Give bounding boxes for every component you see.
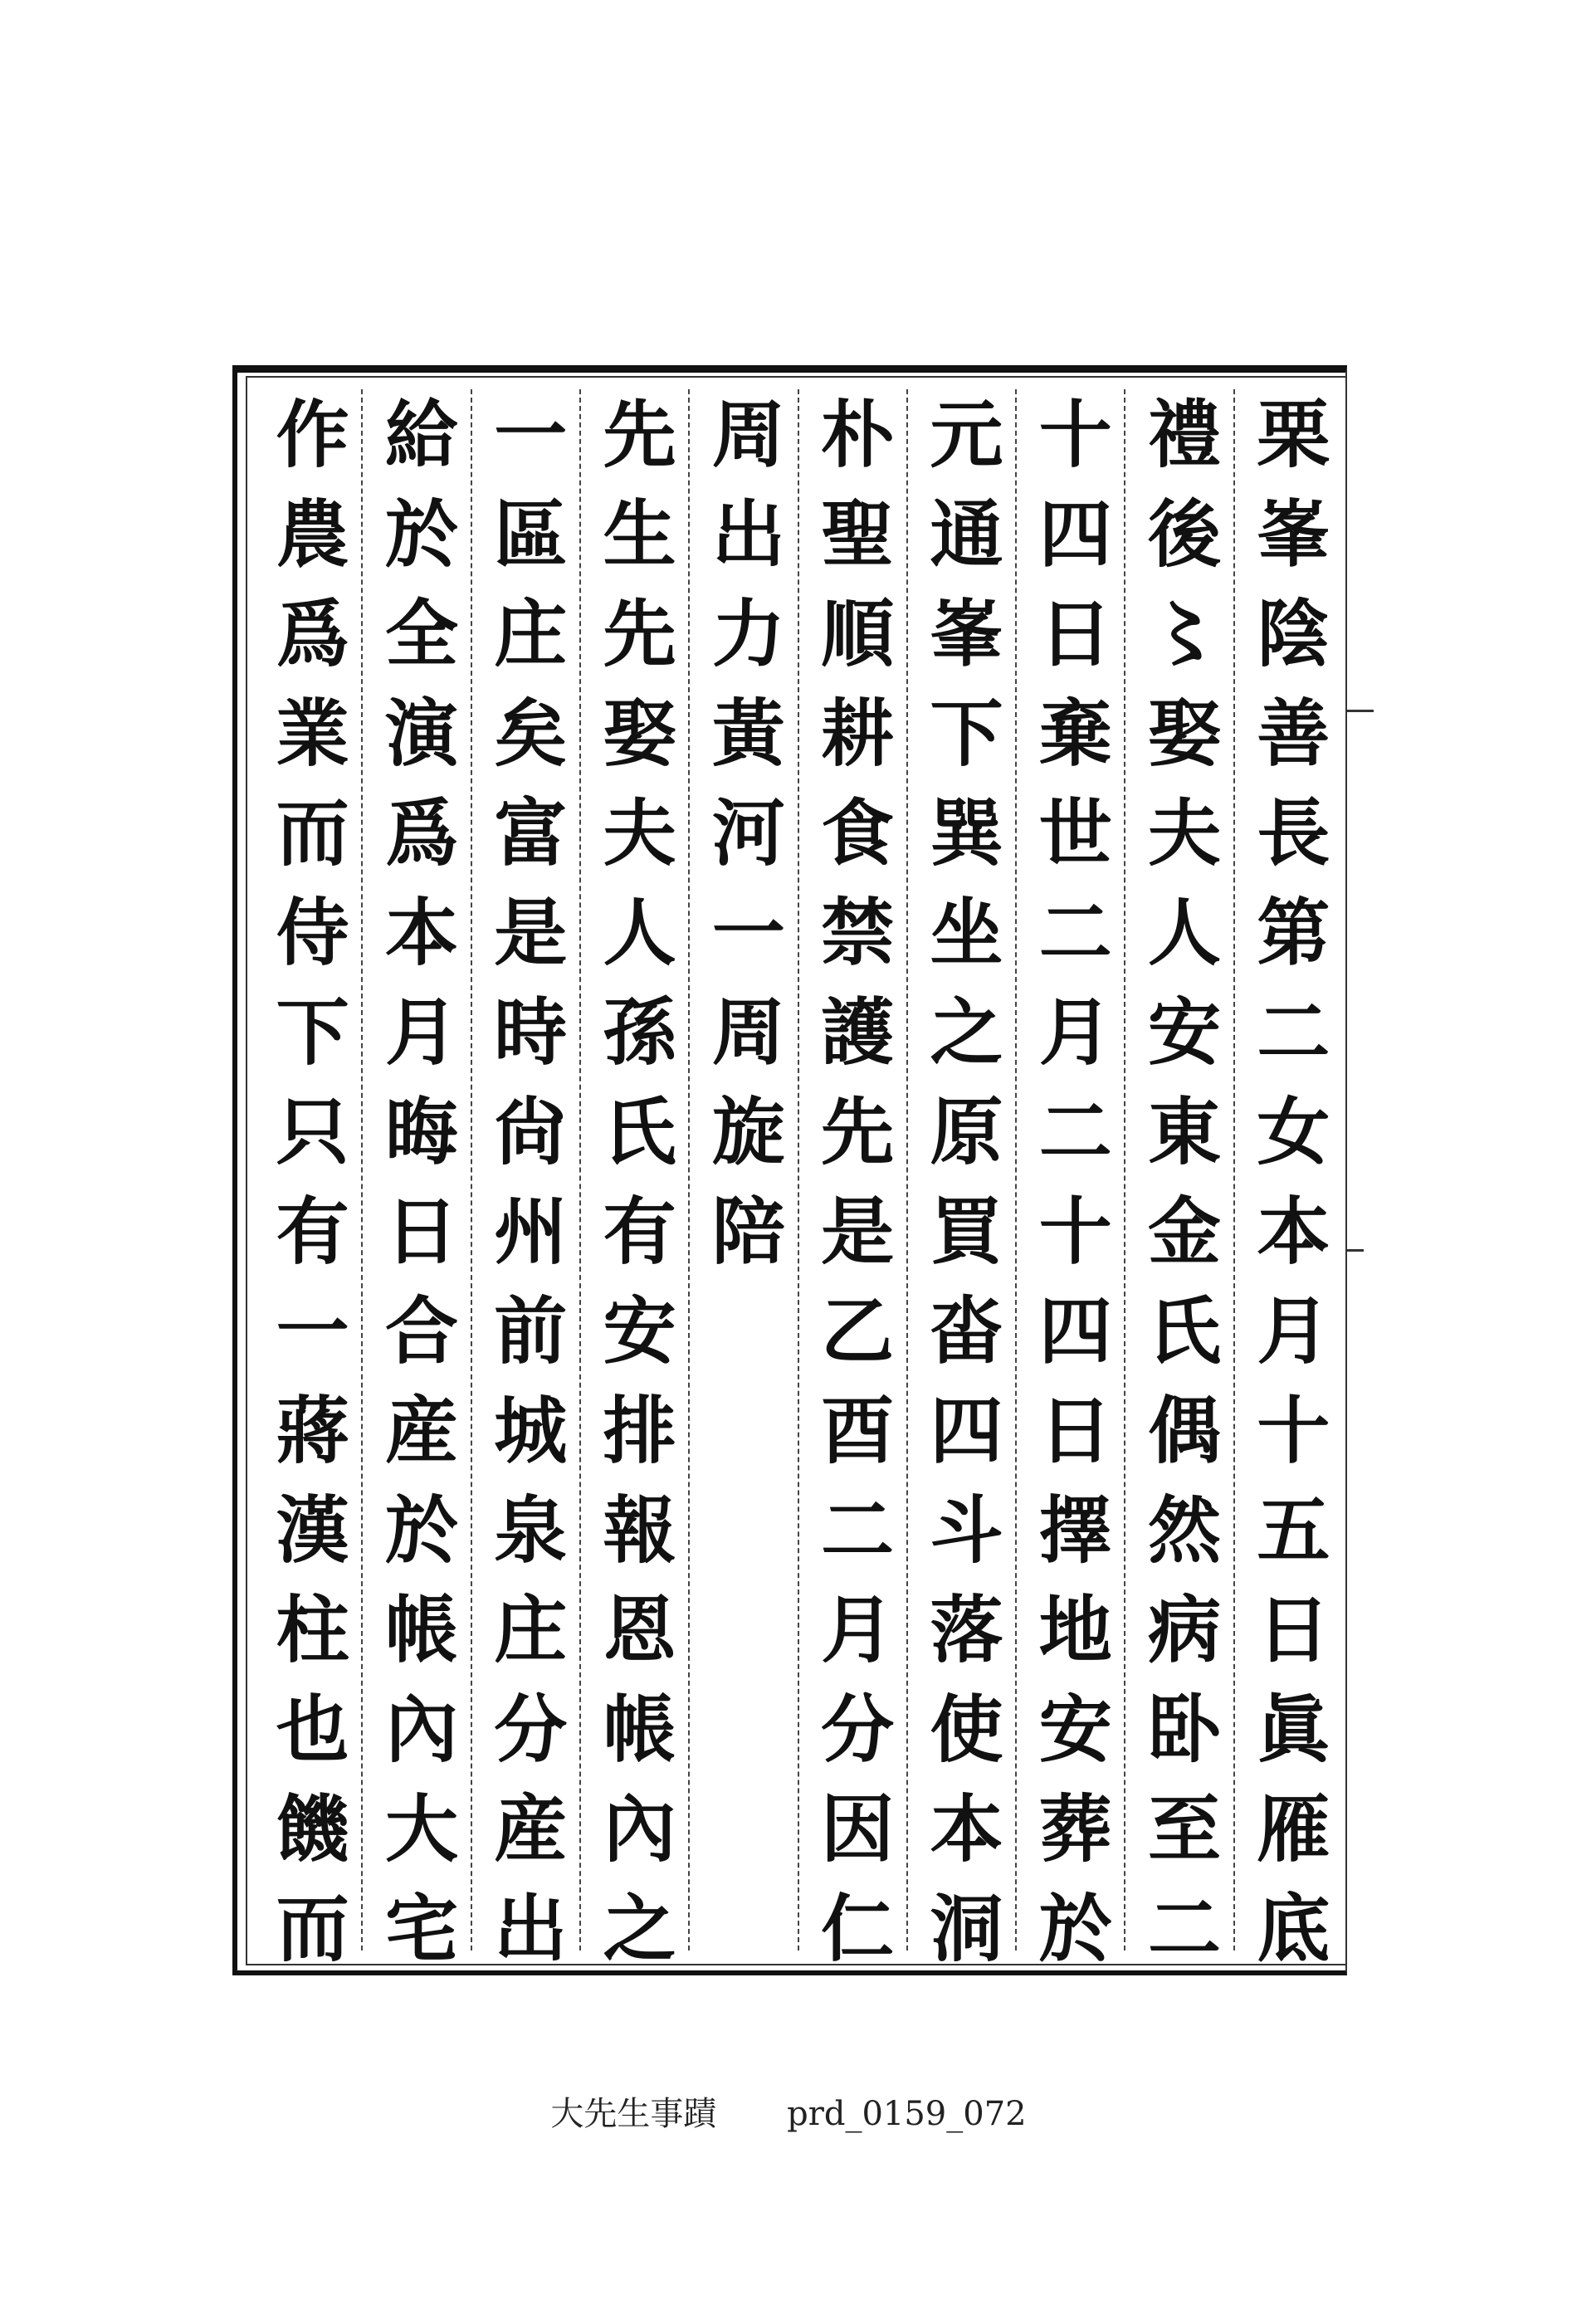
text-columns — [254, 389, 1342, 1990]
text-column — [688, 389, 797, 1950]
text-column — [1015, 389, 1124, 1990]
text-column — [1124, 389, 1233, 1990]
text-column — [579, 389, 688, 1990]
footer-code: prd_0159_072 — [787, 2095, 1027, 2133]
column-text: 作農爲業而侍下只有一蔣漢柱也饑而 — [264, 396, 351, 1990]
column-text: 先生先娶夫人孫氏有安排報恩帳內之 — [591, 396, 678, 1990]
text-column — [471, 389, 579, 1990]
text-column — [798, 389, 906, 1990]
column-text: 禮後〻娶夫人安東金氏偶然病卧至二 — [1136, 396, 1223, 1990]
column-text: 周出力黃河一周旋陪 — [700, 396, 787, 1292]
page-footer — [0, 2087, 1577, 2135]
column-text: 朴聖順耕食禁護先是乙酉二月分因仁 — [809, 396, 896, 1990]
text-column — [906, 389, 1015, 1990]
column-text: 給於全演爲本月晦日合産於帳內大宅 — [373, 396, 460, 1990]
text-column — [361, 389, 470, 1990]
column-text: 一區庄矣富是時尙州前城泉庄分産出 — [482, 396, 569, 1990]
column-text: 十四日棄世二月二十四日擇地安葬於 — [1027, 396, 1114, 1990]
column-text: 元通峯下巽坐之原買畓四斗落使本洞 — [918, 396, 1005, 1990]
margin-tick — [1347, 710, 1374, 712]
page-frame — [232, 365, 1347, 1990]
text-column — [1233, 389, 1342, 1990]
column-text: 栗峯陰善長第二女本月十五日眞雁底 — [1245, 396, 1332, 1990]
footer-title: 大先生事蹟 — [550, 2095, 717, 2133]
text-column — [254, 389, 361, 1990]
margin-tick — [1347, 1249, 1364, 1252]
